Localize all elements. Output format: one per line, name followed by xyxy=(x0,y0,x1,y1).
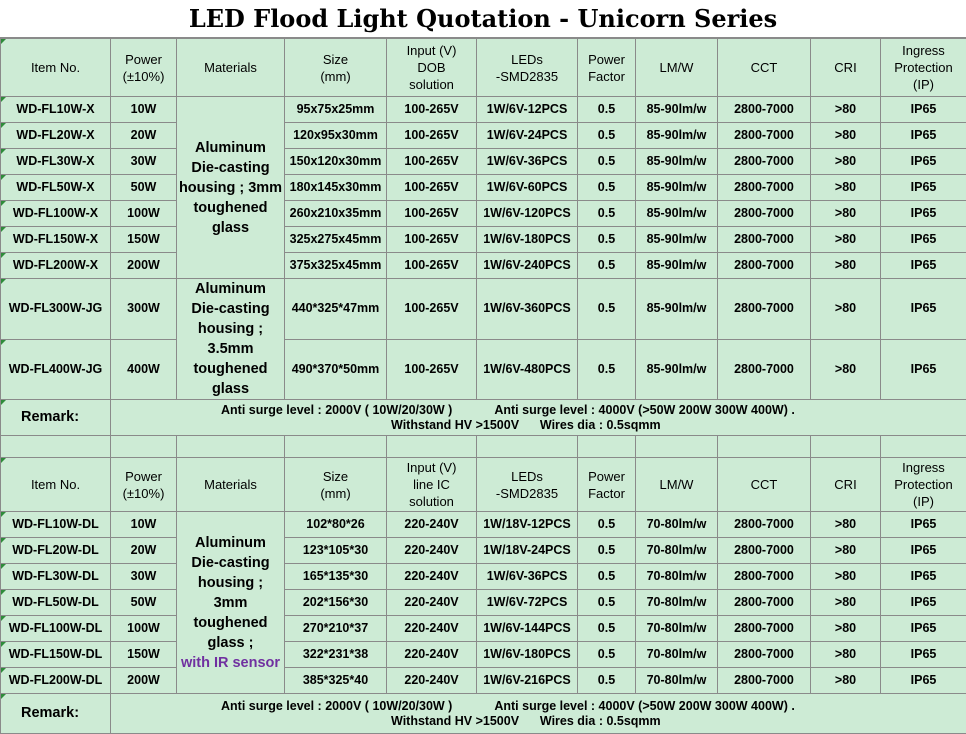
cell-cri: >80 xyxy=(811,123,881,149)
cell-ip: IP65 xyxy=(881,564,966,590)
cell-pf: 0.5 xyxy=(578,339,636,400)
cell-input: 100-265V xyxy=(387,227,477,253)
cell-power: 150W xyxy=(111,227,177,253)
cell-pf: 0.5 xyxy=(578,253,636,279)
cell-item: WD-FL30W-X xyxy=(1,149,111,175)
cell-item: WD-FL30W-DL xyxy=(1,564,111,590)
cell-size: 325x275x45mm xyxy=(285,227,387,253)
header-pf xyxy=(578,39,636,97)
cell-line: 3mm xyxy=(213,594,248,611)
table-row xyxy=(1,253,966,279)
cell-line: Aluminum xyxy=(195,281,266,297)
cell-input: 220-240V xyxy=(387,616,477,642)
header-power xyxy=(111,458,177,512)
remark-text xyxy=(111,400,966,436)
cell-cct: 2800-7000 xyxy=(718,97,811,123)
cell-line: Factor xyxy=(588,68,625,84)
cell-power: 400W xyxy=(111,339,177,400)
spacer-cell xyxy=(177,436,285,460)
cell-cri: >80 xyxy=(811,253,881,279)
table-row xyxy=(1,512,966,538)
cell-power: 150W xyxy=(111,642,177,668)
cell-line: glass ; xyxy=(207,634,254,651)
cell-power: 50W xyxy=(111,590,177,616)
cell-item: WD-FL200W-DL xyxy=(1,668,111,694)
table-row xyxy=(1,616,966,642)
cell-leds: 1W/6V-60PCS xyxy=(477,175,578,201)
cell-power: 100W xyxy=(111,201,177,227)
cell-size: 123*105*30 xyxy=(285,538,387,564)
cell-item: WD-FL20W-X xyxy=(1,123,111,149)
header-power xyxy=(111,39,177,97)
cell-size: 260x210x35mm xyxy=(285,201,387,227)
header-item: Item No. xyxy=(1,39,111,97)
table-row xyxy=(1,123,966,149)
cell-input: 100-265V xyxy=(387,279,477,340)
cell-line: Power xyxy=(588,51,625,67)
cell-ip: IP65 xyxy=(881,668,966,694)
spacer-cell xyxy=(285,436,387,460)
cell-pf: 0.5 xyxy=(578,97,636,123)
cell-cri: >80 xyxy=(811,538,881,564)
cell-input: 100-265V xyxy=(387,253,477,279)
spacer-cell xyxy=(578,436,636,460)
cell-lmw: 70-80lm/w xyxy=(636,590,718,616)
cell-cct: 2800-7000 xyxy=(718,279,811,340)
cell-item: WD-FL200W-X xyxy=(1,253,111,279)
cell-line: solution xyxy=(409,494,454,509)
cell-leds: 1W/18V-12PCS xyxy=(477,512,578,538)
spacer-cell xyxy=(387,436,477,460)
cell-leds: 1W/6V-36PCS xyxy=(477,564,578,590)
cell-line: (IP) xyxy=(913,494,934,509)
cell-lmw: 85-90lm/w xyxy=(636,97,718,123)
cell-cct: 2800-7000 xyxy=(718,668,811,694)
cell-item: WD-FL10W-X xyxy=(1,97,111,123)
header-leds xyxy=(477,458,578,512)
cell-power: 200W xyxy=(111,253,177,279)
cell-size: 322*231*38 xyxy=(285,642,387,668)
spacer-row xyxy=(1,436,966,460)
cell-leds: 1W/6V-216PCS xyxy=(477,668,578,694)
cell-line: housing ; xyxy=(197,321,264,337)
cell-cri: >80 xyxy=(811,590,881,616)
cell-ip: IP65 xyxy=(881,279,966,340)
cell-line: Die-casting xyxy=(191,554,270,571)
cell-power: 100W xyxy=(111,616,177,642)
cell-lmw: 70-80lm/w xyxy=(636,668,718,694)
spacer-cell xyxy=(111,436,177,460)
cell-line: (IP) xyxy=(913,77,934,92)
cell-ip: IP65 xyxy=(881,616,966,642)
cell-line: glass xyxy=(211,381,250,397)
cell-cct: 2800-7000 xyxy=(718,339,811,400)
cell-leds: 1W/6V-180PCS xyxy=(477,642,578,668)
cell-line: Aluminum xyxy=(195,534,266,551)
ir-sensor-note: with IR sensor xyxy=(180,654,281,671)
cell-item: WD-FL20W-DL xyxy=(1,538,111,564)
header-cct: CCT xyxy=(718,458,811,512)
remark-hv-wires: Withstand HV >1500V Wires dia : 0.5sqmm xyxy=(391,417,661,432)
cell-line: (±10%) xyxy=(122,485,165,501)
cell-line: Protection xyxy=(894,477,953,492)
remark-text xyxy=(111,694,966,734)
cell-lmw: 85-90lm/w xyxy=(636,201,718,227)
cell-size: 490*370*50mm xyxy=(285,339,387,400)
spacer-cell xyxy=(881,436,966,460)
cell-lmw: 85-90lm/w xyxy=(636,279,718,340)
table-row xyxy=(1,668,966,694)
cell-line: Input (V) xyxy=(406,460,457,475)
cell-line: -SMD2835 xyxy=(495,68,559,84)
spacer-cell xyxy=(636,436,718,460)
cell-pf: 0.5 xyxy=(578,668,636,694)
remark-surge-high: Anti surge level : 4000V (>50W 200W 300W 400W) . xyxy=(494,698,795,713)
table-row xyxy=(1,149,966,175)
cell-line: line IC xyxy=(413,477,450,492)
sheet-title: LED Flood Light Quotation - Unicorn Series xyxy=(0,0,966,38)
cell-lmw: 85-90lm/w xyxy=(636,123,718,149)
cell-cri: >80 xyxy=(811,339,881,400)
header-lmw: LM/W xyxy=(636,458,718,512)
table-row xyxy=(1,339,966,400)
remark-row xyxy=(1,694,966,734)
table-row xyxy=(1,201,966,227)
cell-item: WD-FL150W-X xyxy=(1,227,111,253)
cell-line: LEDs xyxy=(511,51,543,67)
cell-cri: >80 xyxy=(811,668,881,694)
cell-pf: 0.5 xyxy=(578,616,636,642)
cell-size: 270*210*37 xyxy=(285,616,387,642)
header-row xyxy=(1,458,966,512)
cell-size: 165*135*30 xyxy=(285,564,387,590)
header-ip xyxy=(881,39,966,97)
quotation-table-x-series xyxy=(0,38,966,460)
cell-line: DOB xyxy=(417,60,446,75)
cell-ip: IP65 xyxy=(881,201,966,227)
cell-power: 50W xyxy=(111,175,177,201)
cell-input: 100-265V xyxy=(387,201,477,227)
cell-cct: 2800-7000 xyxy=(718,512,811,538)
cell-input: 220-240V xyxy=(387,590,477,616)
cell-size: 440*325*47mm xyxy=(285,279,387,340)
cell-ip: IP65 xyxy=(881,227,966,253)
cell-leds: 1W/6V-24PCS xyxy=(477,123,578,149)
cell-input: 220-240V xyxy=(387,538,477,564)
cell-cri: >80 xyxy=(811,175,881,201)
quotation-table-dl-series xyxy=(0,457,966,734)
cell-cri: >80 xyxy=(811,227,881,253)
cell-cct: 2800-7000 xyxy=(718,227,811,253)
cell-cct: 2800-7000 xyxy=(718,175,811,201)
cell-input: 220-240V xyxy=(387,512,477,538)
table-row xyxy=(1,538,966,564)
cell-leds: 1W/6V-360PCS xyxy=(477,279,578,340)
cell-line: glass xyxy=(211,219,250,236)
cell-size: 150x120x30mm xyxy=(285,149,387,175)
header-cri: CRI xyxy=(811,39,881,97)
cell-cct: 2800-7000 xyxy=(718,616,811,642)
cell-lmw: 70-80lm/w xyxy=(636,642,718,668)
cell-ip: IP65 xyxy=(881,253,966,279)
cell-pf: 0.5 xyxy=(578,642,636,668)
cell-cct: 2800-7000 xyxy=(718,564,811,590)
cell-line: Power xyxy=(588,468,625,484)
cell-cri: >80 xyxy=(811,642,881,668)
cell-cct: 2800-7000 xyxy=(718,538,811,564)
table-row xyxy=(1,642,966,668)
cell-ip: IP65 xyxy=(881,642,966,668)
cell-input: 220-240V xyxy=(387,642,477,668)
cell-line: toughened xyxy=(193,199,268,216)
remark-row xyxy=(1,400,966,436)
cell-power: 200W xyxy=(111,668,177,694)
cell-line: Ingress xyxy=(902,43,945,58)
cell-leds: 1W/6V-180PCS xyxy=(477,227,578,253)
cell-ip: IP65 xyxy=(881,175,966,201)
header-size xyxy=(285,458,387,512)
cell-line: -SMD2835 xyxy=(495,485,559,501)
header-input xyxy=(387,458,477,512)
cell-power: 20W xyxy=(111,123,177,149)
cell-power: 300W xyxy=(111,279,177,340)
cell-lmw: 85-90lm/w xyxy=(636,149,718,175)
cell-line: housing ; xyxy=(197,574,264,591)
cell-power: 30W xyxy=(111,149,177,175)
cell-pf: 0.5 xyxy=(578,512,636,538)
cell-item: WD-FL150W-DL xyxy=(1,642,111,668)
cell-size: 120x95x30mm xyxy=(285,123,387,149)
cell-line: Ingress xyxy=(902,460,945,475)
cell-cct: 2800-7000 xyxy=(718,201,811,227)
remark-label: Remark: xyxy=(1,694,111,734)
cell-line: housing ; 3mm xyxy=(178,179,283,196)
header-cri: CRI xyxy=(811,458,881,512)
table-row xyxy=(1,590,966,616)
cell-ip: IP65 xyxy=(881,149,966,175)
cell-lmw: 70-80lm/w xyxy=(636,616,718,642)
materials-cell xyxy=(177,97,285,279)
cell-input: 100-265V xyxy=(387,175,477,201)
cell-cct: 2800-7000 xyxy=(718,149,811,175)
cell-leds: 1W/6V-72PCS xyxy=(477,590,578,616)
table-row xyxy=(1,279,966,340)
header-cct: CCT xyxy=(718,39,811,97)
cell-size: 202*156*30 xyxy=(285,590,387,616)
cell-line: Power xyxy=(125,51,162,67)
cell-lmw: 70-80lm/w xyxy=(636,564,718,590)
cell-size: 180x145x30mm xyxy=(285,175,387,201)
cell-pf: 0.5 xyxy=(578,538,636,564)
cell-lmw: 85-90lm/w xyxy=(636,339,718,400)
spacer-cell xyxy=(477,436,578,460)
cell-cct: 2800-7000 xyxy=(718,253,811,279)
cell-pf: 0.5 xyxy=(578,201,636,227)
cell-leds: 1W/18V-24PCS xyxy=(477,538,578,564)
cell-line: Size xyxy=(322,51,349,67)
cell-item: WD-FL50W-DL xyxy=(1,590,111,616)
cell-leds: 1W/6V-120PCS xyxy=(477,201,578,227)
cell-lmw: 70-80lm/w xyxy=(636,512,718,538)
cell-ip: IP65 xyxy=(881,590,966,616)
materials-cell xyxy=(177,512,285,694)
cell-ip: IP65 xyxy=(881,339,966,400)
cell-line: toughened xyxy=(193,361,268,377)
cell-cri: >80 xyxy=(811,616,881,642)
cell-lmw: 85-90lm/w xyxy=(636,253,718,279)
cell-pf: 0.5 xyxy=(578,227,636,253)
cell-size: 95x75x25mm xyxy=(285,97,387,123)
cell-size: 385*325*40 xyxy=(285,668,387,694)
cell-line: toughened xyxy=(193,614,268,631)
cell-line: Die-casting xyxy=(191,159,270,176)
cell-cct: 2800-7000 xyxy=(718,642,811,668)
cell-size: 375x325x45mm xyxy=(285,253,387,279)
cell-cct: 2800-7000 xyxy=(718,123,811,149)
cell-line: (mm) xyxy=(320,68,351,84)
cell-item: WD-FL300W-JG xyxy=(1,279,111,340)
cell-input: 220-240V xyxy=(387,564,477,590)
cell-leds: 1W/6V-144PCS xyxy=(477,616,578,642)
header-materials: Materials xyxy=(177,39,285,97)
cell-cri: >80 xyxy=(811,149,881,175)
cell-size: 102*80*26 xyxy=(285,512,387,538)
cell-cri: >80 xyxy=(811,201,881,227)
cell-input: 220-240V xyxy=(387,668,477,694)
cell-input: 100-265V xyxy=(387,123,477,149)
cell-cri: >80 xyxy=(811,512,881,538)
cell-leds: 1W/6V-240PCS xyxy=(477,253,578,279)
cell-pf: 0.5 xyxy=(578,123,636,149)
cell-lmw: 85-90lm/w xyxy=(636,227,718,253)
materials-cell xyxy=(177,279,285,400)
cell-input: 100-265V xyxy=(387,339,477,400)
table-row xyxy=(1,175,966,201)
remark-surge-low: Anti surge level : 2000V ( 10W/20/30W ) xyxy=(221,402,453,417)
cell-ip: IP65 xyxy=(881,512,966,538)
cell-pf: 0.5 xyxy=(578,279,636,340)
cell-line: (mm) xyxy=(320,485,351,501)
spacer-cell xyxy=(811,436,881,460)
cell-line: Die-casting xyxy=(191,301,270,317)
header-input xyxy=(387,39,477,97)
header-leds xyxy=(477,39,578,97)
cell-input: 100-265V xyxy=(387,149,477,175)
cell-line: solution xyxy=(409,77,454,92)
cell-input: 100-265V xyxy=(387,97,477,123)
cell-cri: >80 xyxy=(811,564,881,590)
table-row xyxy=(1,97,966,123)
spacer-cell xyxy=(718,436,811,460)
cell-pf: 0.5 xyxy=(578,175,636,201)
header-lmw: LM/W xyxy=(636,39,718,97)
table-row xyxy=(1,227,966,253)
cell-pf: 0.5 xyxy=(578,149,636,175)
cell-line: Aluminum xyxy=(195,139,266,156)
cell-item: WD-FL100W-X xyxy=(1,201,111,227)
cell-leds: 1W/6V-12PCS xyxy=(477,97,578,123)
header-size xyxy=(285,39,387,97)
header-ip xyxy=(881,458,966,512)
remark-surge-low: Anti surge level : 2000V ( 10W/20/30W ) xyxy=(221,698,453,713)
table-row xyxy=(1,564,966,590)
cell-power: 20W xyxy=(111,538,177,564)
cell-line: LEDs xyxy=(511,468,543,484)
cell-power: 10W xyxy=(111,97,177,123)
cell-line: Factor xyxy=(588,485,625,501)
header-materials: Materials xyxy=(177,458,285,512)
cell-item: WD-FL400W-JG xyxy=(1,339,111,400)
cell-line: Size xyxy=(322,468,349,484)
header-pf xyxy=(578,458,636,512)
cell-line: Power xyxy=(125,468,162,484)
cell-cct: 2800-7000 xyxy=(718,590,811,616)
cell-leds: 1W/6V-36PCS xyxy=(477,149,578,175)
cell-power: 10W xyxy=(111,512,177,538)
cell-power: 30W xyxy=(111,564,177,590)
cell-leds: 1W/6V-480PCS xyxy=(477,339,578,400)
cell-cri: >80 xyxy=(811,97,881,123)
cell-pf: 0.5 xyxy=(578,590,636,616)
remark-hv-wires: Withstand HV >1500V Wires dia : 0.5sqmm xyxy=(391,713,661,728)
cell-lmw: 85-90lm/w xyxy=(636,175,718,201)
cell-line: 3.5mm xyxy=(207,341,254,357)
remark-surge-high: Anti surge level : 4000V (>50W 200W 300W 400W) . xyxy=(494,402,795,417)
cell-item: WD-FL100W-DL xyxy=(1,616,111,642)
cell-item: WD-FL10W-DL xyxy=(1,512,111,538)
cell-pf: 0.5 xyxy=(578,564,636,590)
spacer-cell xyxy=(1,436,111,460)
cell-line: (±10%) xyxy=(122,68,165,84)
remark-label: Remark: xyxy=(1,400,111,436)
header-item: Item No. xyxy=(1,458,111,512)
cell-ip: IP65 xyxy=(881,123,966,149)
cell-ip: IP65 xyxy=(881,538,966,564)
cell-lmw: 70-80lm/w xyxy=(636,538,718,564)
cell-line: Protection xyxy=(894,60,953,75)
cell-line: Input (V) xyxy=(406,43,457,58)
cell-ip: IP65 xyxy=(881,97,966,123)
cell-cri: >80 xyxy=(811,279,881,340)
header-row xyxy=(1,39,966,97)
cell-item: WD-FL50W-X xyxy=(1,175,111,201)
